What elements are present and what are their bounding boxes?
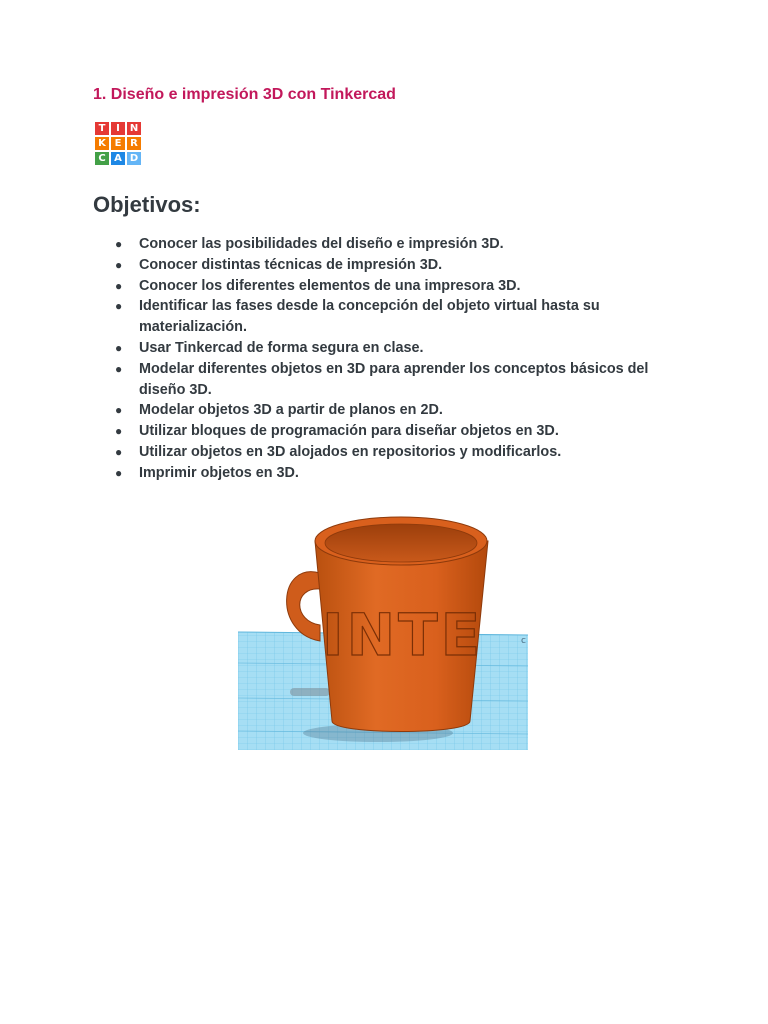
list-item-text: Utilizar objetos en 3D alojados en repositorios y modificarlos. bbox=[139, 443, 562, 460]
logo-letter: R bbox=[127, 137, 141, 150]
logo-letter: T bbox=[95, 122, 109, 135]
list-item bbox=[93, 234, 683, 255]
handle-shadow bbox=[290, 688, 330, 696]
list-item bbox=[93, 463, 683, 484]
list-item-text: Modelar objetos 3D a partir de planos en 2D. bbox=[139, 402, 443, 419]
bullet-icon: ● bbox=[115, 257, 123, 272]
bullet-icon: ● bbox=[115, 237, 123, 251]
bullet-icon: ● bbox=[115, 465, 123, 480]
list-item bbox=[93, 421, 683, 442]
logo-letter: A bbox=[111, 152, 125, 165]
list-item bbox=[93, 359, 683, 401]
grid-edge-marker: c bbox=[521, 636, 526, 646]
bullet-icon: ● bbox=[115, 403, 123, 418]
mug-render-image bbox=[238, 503, 528, 750]
list-item bbox=[93, 255, 683, 276]
bullet-icon: ● bbox=[115, 278, 123, 293]
bullet-icon: ● bbox=[115, 299, 123, 314]
list-item-text: Modelar diferentes objetos en 3D para aprender los conceptos básicos del diseño 3D. bbox=[139, 360, 649, 398]
logo-letter: E bbox=[111, 137, 125, 150]
list-item-text: Usar Tinkercad de forma segura en clase. bbox=[139, 339, 424, 356]
list-item-text: Identificar las fases desde la concepción del objeto virtual hasta su materialización. bbox=[139, 298, 600, 336]
list-item bbox=[93, 276, 683, 297]
section-heading: 1. Diseño e impresión 3D con Tinkercad bbox=[93, 86, 396, 103]
bullet-icon: ● bbox=[115, 424, 123, 439]
logo-letter: K bbox=[95, 137, 109, 150]
list-item bbox=[93, 338, 683, 359]
mug-engraved-text: INTE bbox=[322, 601, 484, 669]
list-item-text: Utilizar bloques de programación para diseñar objetos en 3D. bbox=[139, 423, 559, 440]
list-item-text: Conocer las posibilidades del diseño e impresión 3D. bbox=[139, 236, 504, 252]
tinkercad-logo bbox=[95, 122, 141, 166]
logo-letter: D bbox=[127, 152, 141, 165]
objectives-title: Objetivos: bbox=[93, 192, 201, 217]
mug-opening bbox=[325, 524, 477, 562]
bullet-icon: ● bbox=[115, 361, 123, 376]
logo-letter: I bbox=[111, 122, 125, 135]
mug-render-svg bbox=[238, 503, 528, 750]
list-item-text: Imprimir objetos en 3D. bbox=[139, 464, 299, 481]
list-item bbox=[93, 296, 683, 338]
list-item-text: Conocer los diferentes elementos de una impresora 3D. bbox=[139, 277, 521, 294]
logo-letter: C bbox=[95, 152, 109, 165]
list-item bbox=[93, 442, 683, 463]
objectives-list bbox=[93, 234, 683, 484]
logo-letter: N bbox=[127, 122, 141, 135]
bullet-icon: ● bbox=[115, 444, 123, 459]
bullet-icon: ● bbox=[115, 340, 123, 355]
list-item bbox=[93, 400, 683, 421]
list-item-text: Conocer distintas técnicas de impresión 3D. bbox=[139, 256, 443, 273]
